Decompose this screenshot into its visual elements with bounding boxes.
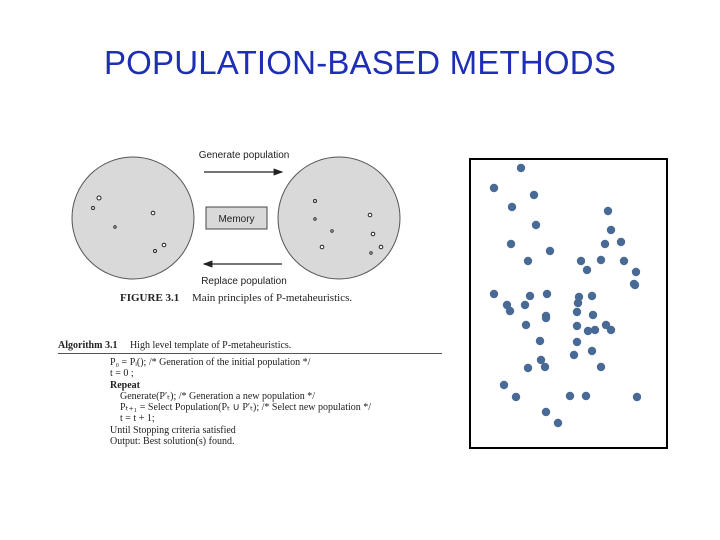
algorithm-line: Output: Best solution(s) found. [110, 436, 235, 448]
population-point [542, 314, 550, 322]
population-point [620, 257, 628, 265]
replace-population-label: Replace population [201, 276, 287, 287]
right-population-circle [278, 157, 400, 279]
population-point [490, 290, 498, 298]
figure-caption-label: FIGURE 3.1 [120, 292, 180, 304]
population-point [508, 203, 516, 211]
population-point [536, 337, 544, 345]
population-scatter-panel [469, 158, 669, 450]
algorithm-line: Generate(P′ₜ); /* Generation a new population */ [120, 390, 316, 402]
algorithm-heading: High level template of P-metaheuristics. [129, 340, 292, 351]
population-point [524, 364, 532, 372]
memory-label: Memory [218, 214, 255, 225]
population-point [517, 164, 525, 172]
population-point [566, 392, 574, 400]
population-point [588, 292, 596, 300]
population-point [584, 327, 592, 335]
algorithm-header [58, 340, 442, 354]
population-point [589, 311, 597, 319]
population-point [601, 240, 609, 248]
population-point [532, 221, 540, 229]
population-point [607, 226, 615, 234]
population-point [543, 290, 551, 298]
slide-title: POPULATION-BASED METHODS [103, 44, 617, 81]
algorithm-line: Until Stopping criteria satisfied [110, 424, 236, 436]
population-point [524, 257, 532, 265]
population-point [577, 257, 585, 265]
population-point [542, 408, 550, 416]
scatter-frame [470, 159, 667, 448]
population-point [597, 363, 605, 371]
population-point [574, 299, 582, 307]
population-point [617, 238, 625, 246]
population-point [541, 363, 549, 371]
population-point [604, 207, 612, 215]
population-point [507, 240, 515, 248]
population-point [570, 351, 578, 359]
algorithm-line: t = t + 1; [120, 413, 155, 425]
population-point [588, 347, 596, 355]
population-point [597, 256, 605, 264]
algorithm-label: Algorithm 3.1 [58, 340, 118, 351]
figure-caption-text: Main principles of P-metaheuristics. [192, 292, 353, 304]
population-point [530, 191, 538, 199]
population-point [526, 292, 534, 300]
population-point [512, 393, 520, 401]
population-point [573, 338, 581, 346]
population-point [632, 268, 640, 276]
population-point [607, 326, 615, 334]
algorithm-line: t = 0 ; [110, 368, 134, 380]
algorithm-block [58, 340, 442, 447]
population-point [522, 321, 530, 329]
population-point [631, 281, 639, 289]
left-population-circle [72, 157, 194, 279]
population-point [633, 393, 641, 401]
algorithm-lines [110, 357, 442, 447]
algorithm-line: Repeat [110, 379, 140, 391]
population-point [490, 184, 498, 192]
algorithm-line: P₀ = Pᵢ(); /* Generation of the initial population */ [110, 357, 311, 368]
population-point [521, 301, 529, 309]
p-metaheuristics-figure [60, 140, 410, 290]
figure-caption [120, 292, 352, 304]
population-point [573, 308, 581, 316]
population-point [573, 322, 581, 330]
generate-population-label: Generate population [198, 150, 290, 161]
population-point [583, 266, 591, 274]
algorithm-line: Pₜ₊₁ = Select Population(Pₜ ∪ P′ₜ); /* Select new population */ [120, 402, 372, 414]
population-point [500, 381, 508, 389]
population-point [582, 392, 590, 400]
population-point [554, 419, 562, 427]
population-point [546, 247, 554, 255]
population-point [506, 307, 514, 315]
